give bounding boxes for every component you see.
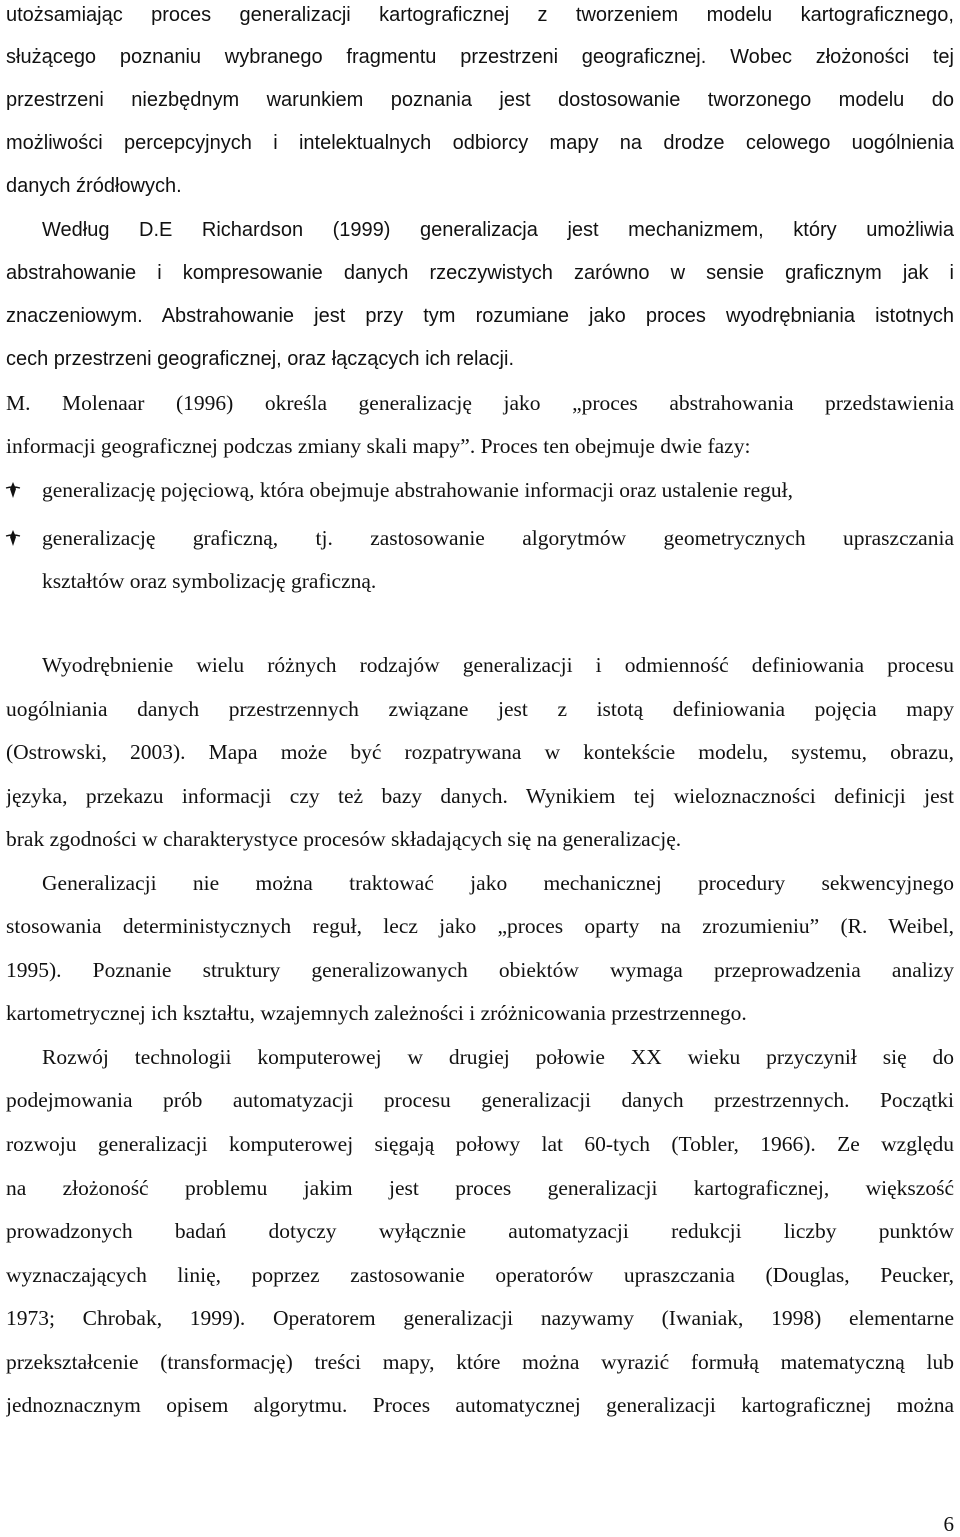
text-line: prowadzonych badań dotyczy wyłącznie automatyzacji redukcji liczby punktów [6,1219,954,1243]
text-line: (Ostrowski, 2003). Mapa może być rozpatrywana w kontekście modelu, systemu, obrazu, [6,740,954,764]
text-line: wyznaczających linię, poprzez zastosowanie operatorów upraszczania (Douglas, Peucker, [6,1263,954,1287]
text-line: utożsamiając proces generalizacji kartograficznej z tworzeniem modelu kartograficznego, [6,4,954,26]
text-line: Generalizacji nie można traktować jako mechanicznej procedury sekwencyjnego [42,871,954,895]
text-line: Wyodrębnienie wielu różnych rodzajów generalizacji i odmienność definiowania procesu [42,653,954,677]
text-line: uogólniania danych przestrzennych związane jest z istotą definiowania pojęcia mapy [6,697,954,721]
text-line: brak zgodności w charakterystyce procesów składających się na generalizację. [6,827,682,851]
text-line: Według D.E Richardson (1999) generalizacja jest mechanizmem, który umożliwia [42,219,954,241]
bullet-text: generalizację pojęciową, która obejmuje abstrahowanie informacji oraz ustalenie reguł, [42,478,793,502]
text-line: możliwości percepcyjnych i intelektualnych odbiorcy mapy na drodze celowego uogólnienia [6,132,954,154]
bullet-icon [2,523,24,553]
text-line: na złożoność problemu jakim jest proces generalizacji kartograficznej, większość [6,1176,954,1200]
text-line: abstrahowanie i kompresowanie danych rzeczywistych zarówno w sensie graficznym jak i [6,262,954,284]
text-line: służącego poznaniu wybranego fragmentu przestrzeni geograficznej. Wobec złożoności tej [6,46,954,68]
text-line: stosowania deterministycznych reguł, lecz jako „proces oparty na zrozumieniu” (R. Weibel, [6,914,954,938]
page-number: 6 [943,1512,954,1536]
text-line: przestrzeni niezbędnym warunkiem poznania jest dostosowanie tworzonego modelu do [6,89,954,111]
text-line: języka, przekazu informacji czy też bazy danych. Wynikiem tej wieloznaczności definicji jest [6,784,954,808]
text-line: cech przestrzeni geograficznej, oraz łączących ich relacji. [6,348,514,370]
text-line: kartometrycznej ich kształtu, wzajemnych zależności i zróżnicowania przestrzennego. [6,1001,747,1025]
text-line: 1973; Chrobak, 1999). Operatorem generalizacji nazywamy (Iwaniak, 1998) elementarne [6,1306,954,1330]
text-line: informacji geograficznej podczas zmiany skali mapy”. Proces ten obejmuje dwie fazy: [6,434,751,458]
text-line: jednoznacznym opisem algorytmu. Proces automatycznej generalizacji kartograficznej można [6,1393,954,1417]
text-line: przekształcenie (transformację) treści mapy, które można wyrazić formułą matematyczną lub [6,1350,954,1374]
text-line: danych źródłowych. [6,175,182,197]
bullet-text: kształtów oraz symbolizację graficzną. [42,569,377,593]
text-line: podejmowania prób automatyzacji procesu generalizacji danych przestrzennych. Początki [6,1088,954,1112]
text-line: znaczeniowym. Abstrahowanie jest przy tym rozumiane jako proces wyodrębniania istotnych [6,305,954,327]
bullet-text: generalizację graficzną, tj. zastosowanie algorytmów geometrycznych upraszczania [42,526,954,550]
text-line: M. Molenaar (1996) określa generalizację jako „proces abstrahowania przedstawienia [6,391,954,415]
bullet-icon [2,475,24,505]
text-line: Rozwój technologii komputerowej w drugiej połowie XX wieku przyczynił się do [42,1045,954,1069]
text-line: rozwoju generalizacji komputerowej sięgają połowy lat 60-tych (Tobler, 1966). Ze względu [6,1132,954,1156]
text-line: 1995). Poznanie struktury generalizowanych obiektów wymaga przeprowadzenia analizy [6,958,954,982]
